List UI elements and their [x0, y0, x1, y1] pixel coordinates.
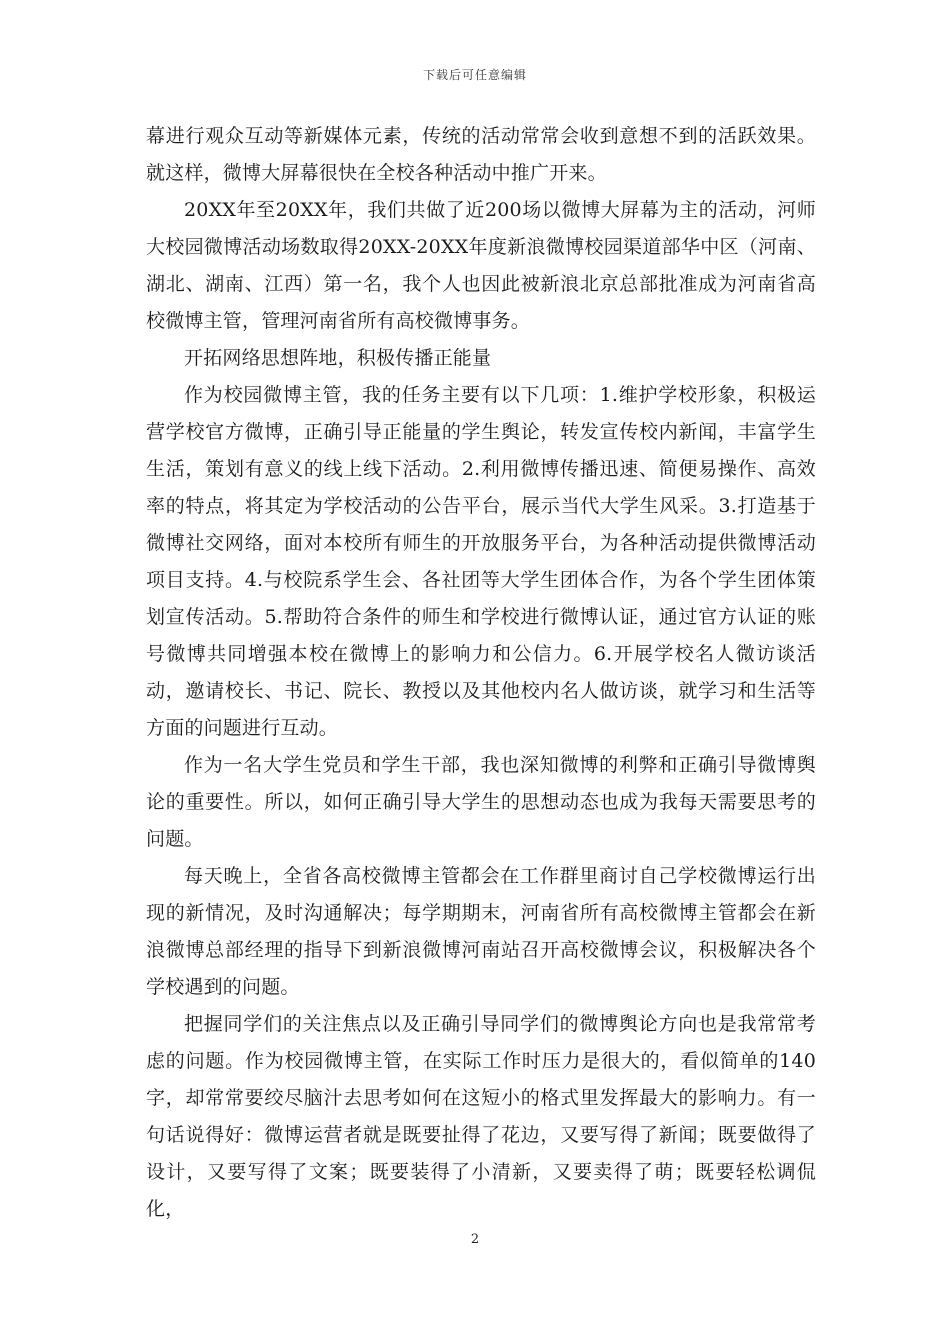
- page-number: 2: [470, 1232, 480, 1247]
- paragraph-nightly-work: 每天晚上，全省各高校微博主管都会在工作群里商讨自己学校微博运行出现的新情况，及时沟通解决；每学期期末，河南省所有高校微博主管都会在新浪微博总部经理的指导下到新浪微博河南站召开高校微博会议，积极解决各个学校遇到的问题。: [146, 865, 816, 998]
- paragraph-continuation: 幕进行观众互动等新媒体元素，传统的活动常常会收到意想不到的活跃效果。就这样，微博大屏幕很快在全校各种活动中推广开来。: [146, 125, 816, 184]
- section-heading: 开拓网络思想阵地，积极传播正能量: [184, 347, 492, 369]
- paragraph-focus: 把握同学们的关注焦点以及正确引导同学们的微博舆论方向也是我常常考虑的问题。作为校园微博主管，在实际工作时压力是很大的，看似简单的140字，却常常要绞尽脑汁去思考如何在这短小的格式里发挥最大的影响力。有一句话说得好：微博运营者就是既要扯得了花边，又要写得了新闻；既要做得了设计，又要写得了文案；既要装得了小清新，又要卖得了萌；既要轻松调侃化，: [146, 1013, 816, 1220]
- paragraph-activity-stats: 20XX年至20XX年，我们共做了近200场以微博大屏幕为主的活动，河师大校园微博活动场数取得20XX-20XX年度新浪微博校园渠道部华中区（河南、湖北、湖南、江西）第一名，我个人也因此被新浪北京总部批准成为河南省高校微博主管，管理河南省所有高校微博事务。: [146, 199, 816, 332]
- paragraph-party-member: 作为一名大学生党员和学生干部，我也深知微博的利弊和正确引导微博舆论的重要性。所以，如何正确引导大学生的思想动态也成为我每天需要思考的问题。: [146, 754, 816, 850]
- document-body: [146, 118, 816, 1228]
- paragraph-duties: 作为校园微博主管，我的任务主要有以下几项：1.维护学校形象，积极运营学校官方微博，正确引导正能量的学生舆论，转发宣传校内新闻，丰富学生生活，策划有意义的线上线下活动。2.利用微博传播迅速、简便易操作、高效率的特点，将其定为学校活动的公告平台，展示当代大学生风采。3.打造基于微博社交网络，面对本校所有师生的开放服务平台，为各种活动提供微博活动项目支持。4.与校院系学生会、各社团等大学生团体合作，为各个学生团体策划宣传活动。5.帮助符合条件的师生和学校进行微博认证，通过官方认证的账号微博共同增强本校在微博上的影响力和公信力。6.开展学校名人微访谈活动，邀请校长、书记、院长、教授以及其他校内名人做访谈，就学习和生活等方面的问题进行互动。: [146, 384, 816, 739]
- header-note: 下载后可任意编辑: [422, 68, 527, 82]
